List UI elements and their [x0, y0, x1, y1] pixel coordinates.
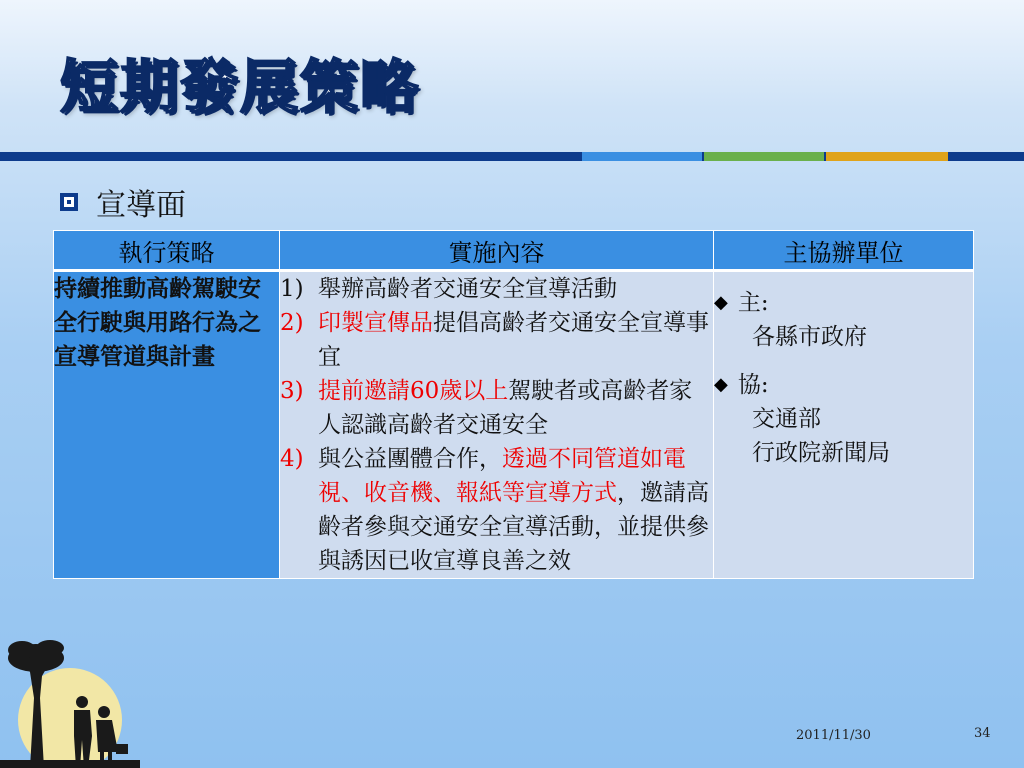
main-unit-label: 主: [737, 290, 769, 316]
item-text [318, 306, 713, 374]
bullet-row [60, 180, 186, 224]
units-cell [714, 271, 974, 579]
header-content: 實施內容 [280, 231, 714, 271]
item-text-part: ，邀請高齡者參與交通安全宣導活動，並提供參與誘因已收宣導良善之效 [318, 480, 709, 574]
item-number: 1) [280, 276, 304, 302]
elderly-couple-silhouette-icon [0, 628, 140, 768]
assist-unit-name: 行政院新聞局 [752, 440, 890, 466]
bullet-text: 宣導面 [96, 188, 186, 223]
content-list-item [280, 442, 713, 578]
strategy-table [53, 230, 974, 579]
diamond-icon: ◆ [714, 292, 728, 313]
content-cell [280, 271, 714, 579]
content-list-item [280, 306, 713, 374]
highlighted-text: 透過不同管道如電視、收音機、報紙等宣導方式 [318, 446, 686, 506]
strategy-cell: 持續推動高齡駕駛安全行駛與用路行為之宣導管道與計畫 [54, 271, 280, 579]
content-list-item [280, 374, 713, 442]
item-text-part: 駕駛者或高齡者家人認識高齡者交通安全 [318, 378, 693, 438]
item-number: 3) [280, 378, 304, 404]
main-unit-group [714, 286, 973, 354]
accent-stripe-orange [826, 152, 948, 161]
footer-page-number: 34 [974, 726, 991, 741]
content-list [280, 272, 713, 578]
item-text [318, 442, 713, 578]
highlighted-text: 印製宣傳品 [318, 310, 433, 336]
item-number: 4) [280, 446, 304, 472]
accent-stripe-green [704, 152, 824, 161]
content-list-item [280, 272, 713, 306]
item-text [318, 272, 617, 306]
item-text [318, 374, 713, 442]
main-unit-name: 各縣市政府 [752, 324, 867, 350]
footer-date: 2011/11/30 [796, 728, 871, 743]
item-text-part: 與公益團體合作， [318, 446, 502, 472]
table-row [54, 271, 974, 579]
assist-unit-label: 協: [737, 372, 769, 398]
accent-stripe-blue [582, 152, 702, 161]
item-text-part: 提倡高齡者交通安全宣導事宜 [318, 310, 709, 370]
square-bullet-icon [60, 193, 78, 211]
highlighted-text: 提前邀請60歲以上 [318, 378, 509, 404]
slide-title: 短期發展策略 [60, 53, 421, 121]
assist-unit-group [714, 368, 973, 470]
diamond-icon: ◆ [714, 374, 728, 395]
assist-unit-name: 交通部 [752, 406, 821, 432]
header-strategy: 執行策略 [54, 231, 280, 271]
header-units: 主協辦單位 [714, 231, 974, 271]
item-text-part: 舉辦高齡者交通安全宣導活動 [318, 276, 617, 302]
item-number: 2) [280, 310, 304, 336]
